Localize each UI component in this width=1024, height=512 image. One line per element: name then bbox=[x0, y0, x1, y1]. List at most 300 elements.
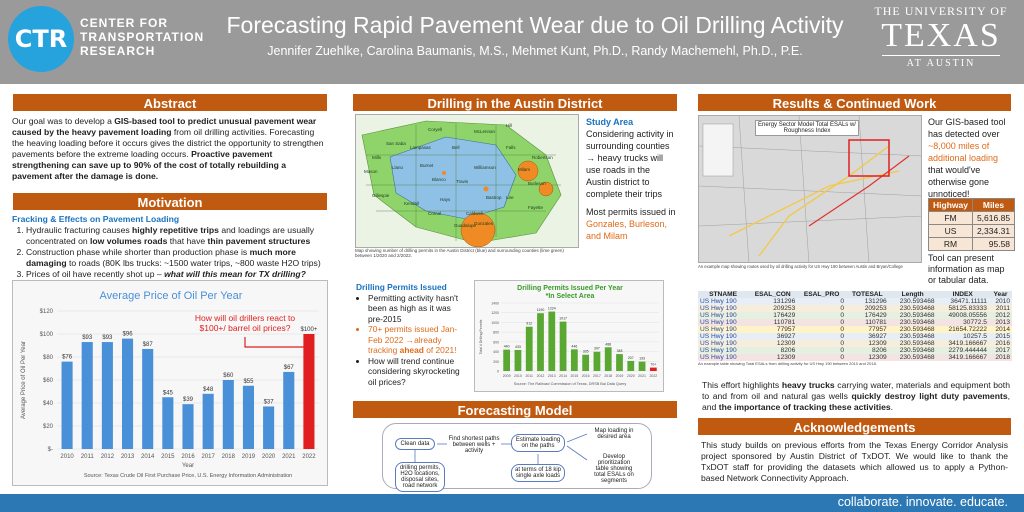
table-cell: US Hwy 190 bbox=[700, 347, 737, 354]
table-cell: 12309 bbox=[868, 354, 887, 361]
bar bbox=[303, 334, 314, 449]
y-tick-label: 800 bbox=[493, 330, 499, 335]
text-run: of 2021! bbox=[423, 345, 457, 355]
x-tick-label: 2019 bbox=[615, 374, 624, 378]
county-label: Llano bbox=[392, 165, 404, 170]
x-tick-label: 2013 bbox=[547, 374, 556, 378]
study-area-block bbox=[586, 116, 676, 242]
x-tick-label: 2014 bbox=[141, 454, 155, 460]
table-cell: 5,616.85 bbox=[972, 212, 1014, 225]
data-label: $96 bbox=[122, 331, 133, 338]
x-tick-label: 2022 bbox=[649, 374, 658, 378]
data-label: $87 bbox=[142, 341, 153, 348]
y-axis-label: Average Price of Oil Per Year bbox=[21, 341, 27, 419]
table-cell: US Hwy 190 bbox=[700, 298, 737, 305]
table-cell: 12309 bbox=[776, 354, 796, 361]
callout-arrow bbox=[245, 337, 305, 347]
table-cell: 2018 bbox=[995, 354, 1010, 361]
text-run: and loadings are usually concentrated on bbox=[26, 225, 315, 246]
table-cell: 2279.444444 bbox=[948, 347, 987, 354]
county-label: Comal bbox=[428, 211, 442, 216]
x-tick-label: 2011 bbox=[80, 454, 94, 460]
y-axis-label: Total # Drilling Permits bbox=[479, 319, 483, 355]
table-row bbox=[698, 347, 1012, 354]
bar bbox=[571, 349, 578, 371]
text-run: Hydraulic fracturing causes bbox=[26, 225, 133, 235]
county-label: Gonzales bbox=[474, 221, 494, 226]
data-label: 193 bbox=[639, 356, 645, 361]
y-tick-label: 1400 bbox=[491, 301, 499, 306]
table-cell: 176429 bbox=[864, 312, 887, 319]
bar bbox=[650, 368, 657, 371]
data-label: 397 bbox=[594, 346, 600, 351]
table-cell: 230.593468 bbox=[899, 333, 935, 340]
text-run: that have bbox=[167, 236, 208, 246]
table-cell: 77957 bbox=[868, 326, 887, 333]
county-label: Lampasas bbox=[410, 145, 431, 150]
bar bbox=[537, 313, 544, 371]
table-cell: US Hwy 190 bbox=[700, 305, 737, 312]
table-cell: 209253 bbox=[864, 305, 887, 312]
bar bbox=[223, 380, 234, 449]
detected-text bbox=[928, 116, 1014, 200]
chart-title: Average Price of Oil Per Year bbox=[99, 290, 243, 302]
forecast-section bbox=[352, 400, 678, 419]
permit-counties: Gonzales, Burleson, and Milam bbox=[586, 219, 668, 241]
x-tick-label: 2017 bbox=[201, 454, 215, 460]
ut-logo-line: AT AUSTIN bbox=[882, 55, 1000, 69]
chart-title: Drilling Permits Issued Per Year bbox=[517, 285, 623, 292]
table-cell: 36927 bbox=[868, 333, 887, 340]
county-label: Bastrop bbox=[486, 195, 502, 200]
data-label: $93 bbox=[102, 335, 113, 342]
esal-table-header bbox=[698, 291, 1012, 298]
data-label: 446 bbox=[571, 344, 578, 349]
org-name-line: CENTER FOR bbox=[80, 16, 168, 30]
y-tick-label: $- bbox=[47, 447, 53, 453]
table-header: Miles bbox=[972, 199, 1014, 212]
table-cell: 0 bbox=[840, 312, 844, 319]
ctr-logo bbox=[8, 6, 74, 72]
text-run: . bbox=[890, 402, 894, 412]
x-axis-label: Year bbox=[181, 463, 195, 469]
permits-issued-block bbox=[356, 282, 466, 387]
table-row bbox=[698, 326, 1012, 333]
table-cell: 0 bbox=[840, 326, 844, 333]
x-tick-label: 2017 bbox=[593, 374, 601, 378]
table-cell: FM bbox=[929, 212, 973, 225]
bar bbox=[182, 404, 193, 449]
flow-box: Find shortest paths between wells + activity bbox=[445, 434, 503, 456]
table-cell: 36927 bbox=[776, 333, 796, 340]
county-label: Blanco bbox=[432, 177, 446, 182]
data-label: 1017 bbox=[559, 316, 567, 321]
text-bold: heavy trucks bbox=[781, 380, 835, 390]
right-column bbox=[697, 93, 1012, 112]
x-tick-label: 2013 bbox=[120, 454, 135, 460]
bar bbox=[243, 386, 254, 449]
table-row bbox=[698, 333, 1012, 340]
x-tick-label: 2015 bbox=[570, 374, 579, 378]
y-tick-label: $80 bbox=[42, 355, 53, 361]
x-tick-label: 2016 bbox=[181, 454, 195, 460]
x-tick-label: 2022 bbox=[302, 454, 316, 460]
table-cell: 0 bbox=[840, 319, 844, 326]
county-label: Burnet bbox=[420, 163, 434, 168]
table-cell: 2017 bbox=[995, 347, 1010, 354]
table-cell: 230.593468 bbox=[899, 305, 935, 312]
x-tick-label: 2018 bbox=[221, 454, 235, 460]
y-tick-label: $100 bbox=[39, 332, 53, 338]
y-tick-label: 1200 bbox=[491, 311, 499, 316]
bar bbox=[515, 350, 522, 371]
county-label: Lee bbox=[506, 195, 514, 200]
ut-logo-line: TEXAS bbox=[881, 17, 1001, 54]
table-cell: 2012 bbox=[995, 312, 1010, 319]
county-label: Mills bbox=[372, 155, 381, 160]
table-header: Year bbox=[989, 291, 1012, 298]
table-cell: 230.593468 bbox=[899, 347, 935, 354]
x-tick-label: 2015 bbox=[161, 454, 175, 460]
table-cell: 49008.05556 bbox=[948, 312, 987, 319]
x-tick-label: 2012 bbox=[100, 454, 115, 460]
x-tick-label: 2010 bbox=[514, 374, 522, 378]
text-run: , and bbox=[702, 391, 1010, 412]
oil-price-chart bbox=[12, 280, 328, 486]
table-cell: 110781 bbox=[773, 319, 796, 326]
org-name-line: RESEARCH bbox=[80, 44, 156, 58]
motivation-text bbox=[12, 214, 328, 280]
texas-county-map bbox=[355, 114, 579, 248]
esal-table bbox=[698, 291, 1012, 361]
flow-arrows bbox=[383, 424, 653, 490]
text-run: Prices of oil have recently shot up – bbox=[26, 269, 165, 279]
table-cell: 58125.83333 bbox=[948, 305, 987, 312]
effort-text bbox=[702, 380, 1010, 413]
data-label: 70+ bbox=[650, 362, 657, 367]
drilling-heading: Drilling in the Austin District bbox=[352, 93, 678, 112]
table-row bbox=[698, 340, 1012, 347]
esal-map-svg bbox=[699, 116, 922, 263]
table-cell: US bbox=[929, 225, 973, 238]
county-label: Hill bbox=[506, 123, 513, 128]
permits-bullet bbox=[368, 324, 466, 356]
text-run: How will trend continue considering skyrocketing oil prices? bbox=[368, 355, 460, 387]
data-label: $45 bbox=[162, 390, 173, 397]
text-run: carrying water, materials and equipment both to and from oil and natural gas wells bbox=[702, 380, 1010, 401]
table-cell: 2011 bbox=[995, 305, 1010, 312]
flow-box: drilling permits, H2O locations, disposal sites, road network bbox=[395, 462, 445, 492]
ut-logo bbox=[866, 4, 1016, 69]
table-cell: 12309 bbox=[868, 340, 887, 347]
table-row bbox=[929, 225, 1015, 238]
table-cell: 3419.166667 bbox=[948, 354, 987, 361]
bar bbox=[203, 394, 214, 449]
table-cell: 0 bbox=[840, 333, 844, 340]
abstract-heading: Abstract bbox=[12, 93, 328, 112]
county-label: Gillespie bbox=[372, 193, 390, 198]
table-cell: US Hwy 190 bbox=[700, 319, 737, 326]
permits-bullet bbox=[368, 293, 466, 325]
ack-text: This study builds on previous efforts from the Texas Energy Corridor Analysis project sponsored by Austin District of TxDOT. We would like to thank the TxDOT staff for providing the datasets which allowed us to apply a Python-based Network Connectivity Approach. bbox=[701, 440, 1008, 483]
flow-box: Estimate loading on the paths bbox=[511, 434, 565, 452]
abstract-text-part: Our goal was to develop a bbox=[12, 116, 115, 126]
middle-column bbox=[352, 93, 678, 112]
text-run: Construction phase while shorter than production phase is bbox=[26, 247, 250, 257]
ack-section bbox=[697, 417, 1012, 484]
table-cell: 0 bbox=[840, 298, 844, 305]
y-tick-label: $120 bbox=[39, 309, 53, 315]
table-row bbox=[698, 298, 1012, 305]
bar bbox=[102, 342, 113, 449]
table-header: ESAL_PRO bbox=[797, 291, 846, 298]
table-cell: US Hwy 190 bbox=[700, 354, 737, 361]
data-label: $60 bbox=[223, 373, 234, 379]
table-cell: 36471.11111 bbox=[950, 298, 987, 305]
motivation-item bbox=[26, 247, 328, 269]
county-label: Falls bbox=[506, 145, 516, 150]
y-tick-label: 600 bbox=[493, 340, 499, 345]
text-bold: what will this mean for TX drilling? bbox=[164, 269, 306, 279]
table-header: Highway bbox=[929, 199, 973, 212]
esal-map-title: Energy Sector Model Total ESALs w/ Roughness Index bbox=[755, 120, 859, 136]
county-label: Guadalupe bbox=[454, 223, 477, 228]
org-name bbox=[80, 16, 204, 58]
text-bold: thin pavement structures bbox=[207, 236, 311, 246]
bar bbox=[627, 361, 634, 371]
org-name-line: TRANSPORTATION bbox=[80, 30, 205, 44]
table-cell: 230.593468 bbox=[899, 354, 935, 361]
table-cell: 8206 bbox=[872, 347, 887, 354]
data-label: 433 bbox=[515, 344, 521, 349]
chart-callout: How will oil drillers react to $100+/ barrel oil prices? bbox=[194, 313, 296, 333]
table-cell: 10257.5 bbox=[963, 333, 987, 340]
data-label: 335 bbox=[582, 349, 589, 354]
table-cell: 230.593468 bbox=[899, 312, 935, 319]
data-label: $48 bbox=[203, 386, 214, 393]
county-label: Mason bbox=[364, 169, 378, 174]
table-header: STNAME bbox=[698, 291, 748, 298]
y-tick-label: 200 bbox=[493, 359, 499, 364]
table-row bbox=[698, 312, 1012, 319]
text-run: 70+ permits issued Jan-Feb 2022 →already tracking bbox=[368, 324, 458, 355]
table-cell: 3419.166667 bbox=[948, 340, 987, 347]
county-label: Kendall bbox=[404, 201, 420, 206]
table-cell: 209253 bbox=[773, 305, 796, 312]
bar bbox=[62, 362, 73, 449]
data-label: $76 bbox=[62, 354, 73, 361]
table-cell: 21654.72222 bbox=[948, 326, 987, 333]
study-area-title: Study Area bbox=[586, 117, 634, 127]
y-tick-label: 0 bbox=[497, 369, 499, 374]
permits-text bbox=[586, 206, 676, 242]
table-cell: RM bbox=[929, 238, 973, 251]
data-label: $55 bbox=[243, 378, 254, 385]
x-tick-label: 2016 bbox=[581, 374, 590, 378]
county-label: McLennan bbox=[474, 129, 496, 134]
abstract-text bbox=[12, 116, 328, 188]
study-area-text: Considering activity in surrounding counties → heavy trucks will use roads in the Austin district to complete their trips bbox=[586, 129, 674, 199]
ack-heading: Acknowledgements bbox=[697, 417, 1012, 436]
y-tick-label: $60 bbox=[42, 378, 53, 384]
text-bold: quickly destroy light duty pavements bbox=[851, 391, 1008, 401]
county-label: Milam bbox=[518, 167, 530, 172]
bar bbox=[503, 350, 510, 371]
abstract-text-part: from oil drilling activities. Forecasting the heaving loading before it occurs gives the district the opportunity to strengthen pavements before the extreme loading occurs. bbox=[12, 127, 324, 159]
header-banner bbox=[0, 0, 1024, 84]
table-cell: 230.593468 bbox=[899, 298, 935, 305]
esal-table-wrap bbox=[698, 291, 1012, 366]
county-label: Travis bbox=[456, 179, 469, 184]
text-run: Our GIS-based tool has detected over bbox=[928, 117, 1006, 139]
county-label: Hays bbox=[440, 197, 451, 202]
flow-box: Map loading in desired area bbox=[589, 426, 639, 442]
text-run: that would've otherwise gone unnoticed! bbox=[928, 165, 990, 199]
table-cell: US Hwy 190 bbox=[700, 340, 737, 347]
table-row bbox=[929, 212, 1015, 225]
bar bbox=[594, 352, 601, 371]
chart-source: Source: Texas Crude Oil First Purchase Price, U.S. Energy Information Administration bbox=[83, 473, 293, 479]
bar bbox=[605, 347, 612, 371]
footer-tagline: collaborate. innovate. educate. bbox=[837, 495, 1008, 509]
table-cell: 2015 bbox=[995, 333, 1010, 340]
table-row bbox=[698, 319, 1012, 326]
logo-text: CTR bbox=[14, 25, 68, 53]
permits-bullet bbox=[368, 356, 466, 388]
table-row bbox=[929, 238, 1015, 251]
x-tick-label: 2021 bbox=[282, 454, 296, 460]
bar bbox=[122, 339, 133, 449]
bar bbox=[142, 349, 153, 449]
table-header: Length bbox=[889, 291, 937, 298]
table-cell: 2010 bbox=[995, 298, 1010, 305]
data-label: $39 bbox=[182, 397, 194, 404]
table-cell: 230.593468 bbox=[899, 319, 935, 326]
x-tick-label: 2020 bbox=[626, 374, 635, 378]
table-cell: 2013 bbox=[995, 319, 1010, 326]
table-cell: 30772.5 bbox=[963, 319, 987, 326]
table-cell: 0 bbox=[840, 305, 844, 312]
abstract-bold: Proactive pavement strengthening can save up to 90% of the cost of totally rebuilding a pavement after the damage is done. bbox=[12, 149, 287, 181]
bar bbox=[162, 397, 173, 449]
county-label: Coryell bbox=[428, 127, 443, 132]
poster-authors: Jennifer Zuehlke, Carolina Baumanis, M.S., Mehmet Kunt, Ph.D., Randy Machemehl, Ph.D., P.E. bbox=[267, 44, 803, 58]
x-tick-label: 2020 bbox=[261, 454, 276, 460]
x-tick-label: 2009 bbox=[502, 374, 511, 378]
permits-chart-svg bbox=[475, 281, 665, 393]
county-label: San Saba bbox=[386, 141, 406, 146]
table-cell: US Hwy 190 bbox=[700, 312, 737, 319]
text-run: Permitting activity hasn't been as high as it was pre-2015 bbox=[368, 292, 459, 324]
data-label: 440 bbox=[503, 344, 510, 349]
motivation-heading: Motivation bbox=[12, 192, 328, 211]
table-row bbox=[698, 354, 1012, 361]
flow-box: at terms of 18 kip single axle loads bbox=[511, 464, 565, 482]
county-label: Caldwell bbox=[466, 211, 484, 216]
bar bbox=[263, 406, 274, 449]
data-label: $100+ bbox=[300, 327, 318, 333]
bar bbox=[616, 354, 623, 371]
y-tick-label: 400 bbox=[493, 350, 499, 355]
county-label: Robertson bbox=[532, 155, 553, 160]
results-heading: Results & Continued Work bbox=[697, 93, 1012, 112]
bar bbox=[82, 342, 93, 449]
table-header: INDEX bbox=[937, 291, 989, 298]
table-row bbox=[698, 305, 1012, 312]
x-tick-label: 2021 bbox=[638, 374, 646, 378]
abstract-bold: GIS-based tool to predict unusual pavement wear caused by the heavy pavement loading bbox=[12, 116, 317, 137]
county-label: Fayette bbox=[528, 205, 544, 210]
text-bold: the importance of tracking these activities bbox=[718, 402, 891, 412]
table-cell: 8206 bbox=[780, 347, 796, 354]
tool-text: Tool can present information as map or tabular data. bbox=[928, 253, 1005, 285]
data-label: $37 bbox=[263, 399, 274, 406]
text-run: Most permits issued in bbox=[586, 207, 676, 217]
x-tick-label: 2014 bbox=[559, 374, 567, 378]
y-tick-label: 1000 bbox=[491, 320, 499, 325]
table-cell: 230.593468 bbox=[899, 326, 935, 333]
table-cell: 2016 bbox=[995, 340, 1010, 347]
table-cell: 131296 bbox=[773, 298, 796, 305]
esal-map bbox=[698, 115, 922, 263]
x-tick-label: 2019 bbox=[241, 454, 256, 460]
flow-box: Develop prioritization table showing total ESALs on segments bbox=[589, 452, 639, 486]
ut-logo-line: THE UNIVERSITY OF bbox=[874, 4, 1008, 18]
oil-price-chart-svg bbox=[13, 281, 329, 487]
table-cell: 2014 bbox=[995, 326, 1010, 333]
footer-bar bbox=[0, 494, 1024, 512]
esal-map-caption: An example map showing routes used by oil drilling activity for US Hwy 190 between Austin and Bryan/College bbox=[698, 264, 903, 269]
data-label: 1190 bbox=[536, 308, 545, 313]
permits-chart bbox=[474, 280, 664, 392]
county-label: Williamson bbox=[474, 165, 496, 170]
table-header: ESAL_CON bbox=[748, 291, 797, 298]
y-tick-label: $20 bbox=[42, 424, 53, 430]
table-cell: 230.593468 bbox=[899, 340, 935, 347]
forecasting-heading: Forecasting Model bbox=[352, 400, 678, 419]
table-cell: 0 bbox=[840, 354, 844, 361]
table-cell: 77957 bbox=[776, 326, 796, 333]
text-bold: much more damaging bbox=[26, 247, 296, 268]
x-tick-label: 2018 bbox=[604, 374, 613, 378]
bar bbox=[548, 312, 555, 371]
x-tick-label: 2010 bbox=[60, 454, 74, 460]
bar bbox=[560, 322, 567, 371]
bar bbox=[283, 372, 294, 449]
data-label: $93 bbox=[82, 335, 93, 342]
motivation-item bbox=[26, 269, 328, 280]
text-run: This effort highlights bbox=[702, 380, 782, 390]
table-header: TOTESAL bbox=[846, 291, 889, 298]
x-tick-label: 2011 bbox=[525, 374, 533, 378]
table-cell: 131296 bbox=[864, 298, 887, 305]
table-cell: 176429 bbox=[773, 312, 796, 319]
table-cell: 0 bbox=[840, 347, 844, 354]
esal-table-caption: An example table showing Total ESALs from drilling activity for US Hwy 190 between 2010 and 2018. bbox=[698, 361, 877, 366]
bar bbox=[526, 327, 533, 371]
data-label: 488 bbox=[605, 342, 612, 347]
bar bbox=[639, 362, 646, 371]
table-cell: US Hwy 190 bbox=[700, 333, 737, 340]
county-label: Burleson bbox=[528, 181, 546, 186]
highway-miles-table bbox=[928, 198, 1015, 251]
data-label: 1224 bbox=[547, 306, 556, 311]
left-column bbox=[12, 93, 328, 280]
table-cell: 12309 bbox=[776, 340, 796, 347]
bar bbox=[582, 355, 589, 371]
motivation-item bbox=[26, 225, 328, 247]
data-label: 207 bbox=[627, 355, 634, 360]
